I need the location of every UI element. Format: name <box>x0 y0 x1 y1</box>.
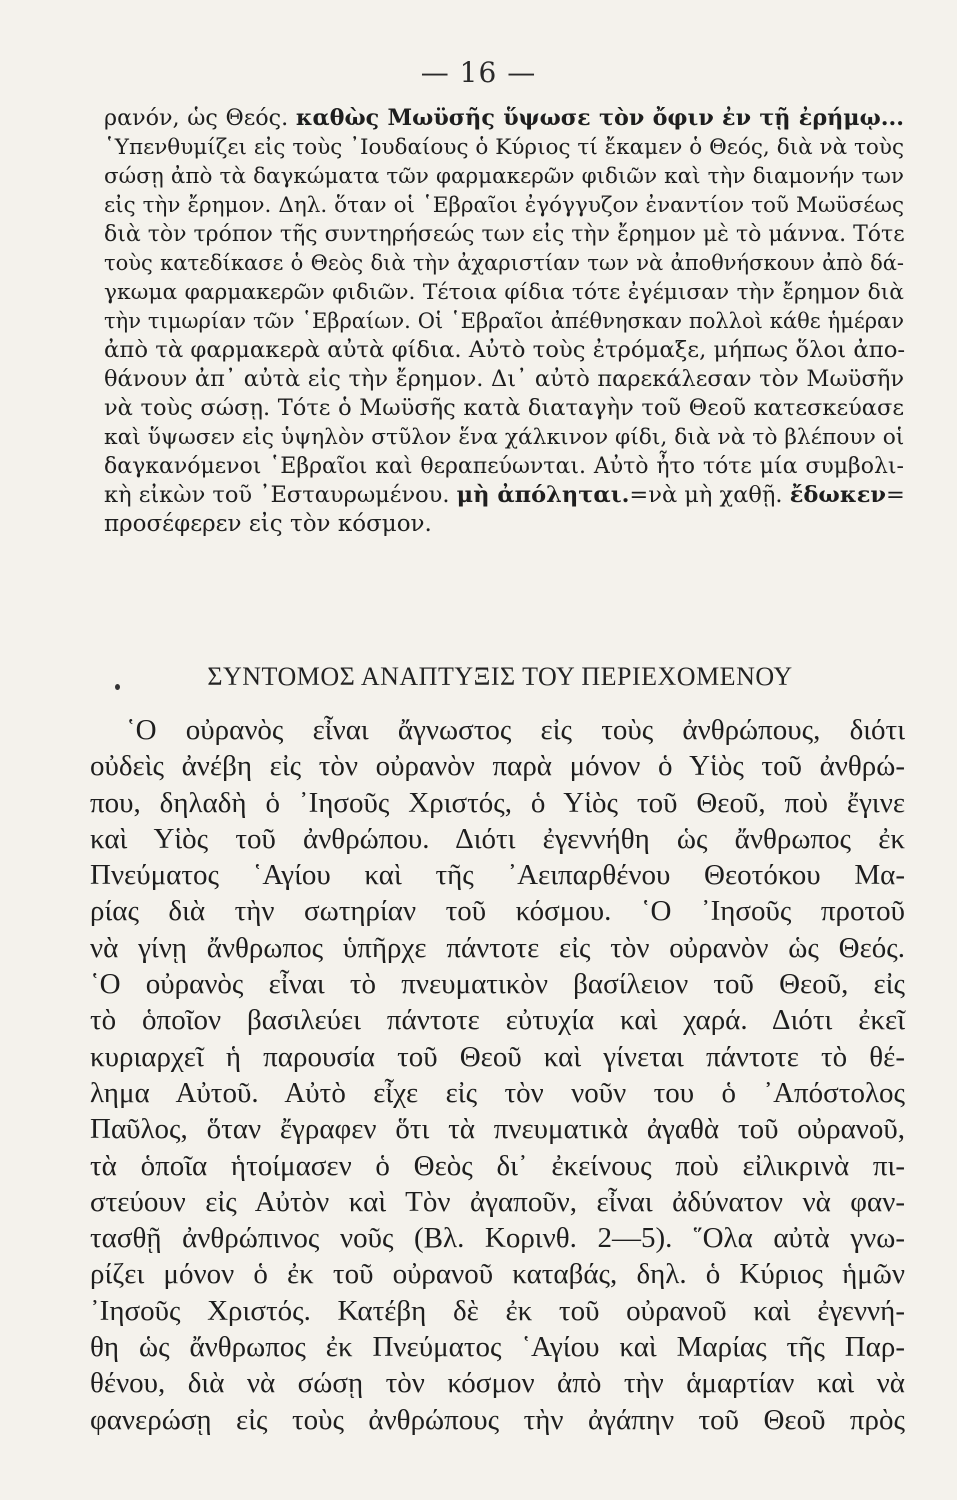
text-line: φανερώσῃ εἰς τοὺς ἀνθρώπους τὴν ἀγάπην τοῦ Θεοῦ πρὸς <box>90 1403 905 1436</box>
note-text: ῾Υπενθυμίζει εἰς τοὺς ᾿Ιουδαίους ὁ Κύριος τί ἔκαμεν ὁ Θεός, διὰ νὰ τοὺς <box>104 135 904 160</box>
text-line: ῾Ο οὐρανὸς εἶναι ἄγνωστος εἰς τοὺς ἀνθρώπους, διότι <box>126 714 905 746</box>
ink-speck <box>115 684 120 690</box>
note-text: διὰ τὸν τρόπον τῆς συντηρήσεώς των εἰς τὴν ἔρημον μὲ τὸ μάννα. Τότε <box>104 222 905 247</box>
text-line: ρίζει μόνον ὁ ἐκ τοῦ οὐρανοῦ καταβάς, δηλ. ὁ Κύριος ἡμῶν <box>90 1258 905 1291</box>
note-text: τὴν τιμωρίαν τῶν ῾Εβραίων. Οἱ ῾Εβραῖοι ἀπέθνησκαν πολλοὶ κάθε ἡμέραν <box>104 309 904 333</box>
footnote-commentary <box>104 104 904 539</box>
note-text: ἀπὸ τὰ φαρμακερὰ αὐτὰ φίδια. Αὐτὸ τοὺς ἐτρόμαξε, μήπως ὅλοι ἀπο- <box>104 337 906 363</box>
main-text <box>90 712 905 1438</box>
note-text: εἰς τὴν ἔρημον. Δηλ. ὅταν οἱ ῾Εβραῖοι ἐγόγγυζον ἐναντίον τοῦ Μωϋσέως <box>104 193 904 218</box>
note-line <box>104 307 904 336</box>
text-line: θη ὡς ἄνθρωπος ἐκ Πνεύματος ῾Αγίου καὶ Μαρίας τῆς Παρ- <box>90 1331 905 1364</box>
note-text: καὶ ὕψωσεν εἰς ὑψηλὸν στῦλον ἕνα χάλκινον φίδι, διὰ νὰ τὸ βλέπουν οἱ <box>104 425 905 450</box>
text-line: καὶ Υἱὸς τοῦ ἀνθρώπου. Διότι ἐγεννήθη ὡς ἄνθρωπος ἐκ <box>90 822 905 855</box>
text-line: που, δηλαδὴ ὁ ᾿Ιησοῦς Χριστός, ὁ Υἱὸς τοῦ Θεοῦ, ποὺ ἔγινε <box>90 786 905 819</box>
note-line <box>104 394 904 423</box>
bold-quote: ἔδωκεν <box>789 482 886 508</box>
note-line <box>104 133 904 162</box>
bold-quote: μὴ ἀπόληται. <box>456 482 630 508</box>
text-line: νὰ γίνῃ ἄνθρωπος ὑπῆρχε πάντοτε εἰς τὸν οὐρανὸν ὡς Θεός. <box>90 931 905 964</box>
text-line: τασθῇ ἀνθρώπινος νοῦς (Βλ. Κορινθ. 2—5). ῞Ολα αὐτὰ γνω- <box>90 1222 905 1255</box>
note-line <box>104 162 904 191</box>
text-line: τὰ ὁποῖα ἡτοίμασεν ὁ Θεὸς δι᾿ ἐκείνους ποὺ εἰλικρινὰ πι- <box>90 1149 905 1182</box>
text-line: λημα Αὐτοῦ. Αὐτὸ εἶχε εἰς τὸν νοῦν του ὁ ᾿Απόστολος <box>90 1076 905 1109</box>
note-line <box>104 365 904 394</box>
text-line: θένου, διὰ νὰ σώσῃ τὸν κόσμον ἀπὸ τὴν ἁμαρτίαν καὶ νὰ <box>90 1367 905 1400</box>
note-text: κὴ εἰκὼν τοῦ ᾿Εσταυρωμένου. <box>104 482 457 508</box>
note-text: δαγκανόμενοι ῾Εβραῖοι καὶ θεραπεύωνται. Αὐτὸ ἦτο τότε μία συμβολι- <box>104 454 904 479</box>
note-line <box>104 104 904 133</box>
note-text: προσέφερεν εἰς τὸν κόσμον. <box>104 511 432 537</box>
note-line <box>104 510 904 539</box>
note-text: ρανόν, ὡς Θεός. <box>104 105 296 131</box>
note-text: θάνουν ἀπ᾿ αὐτὰ εἰς τὴν ἔρημον. Δι᾿ αὐτὸ παρεκάλεσαν τὸν Μωϋσῆν <box>104 366 904 392</box>
text-line: ρίας διὰ τὴν σωτηρίαν τοῦ κόσμου. ῾Ο ᾿Ιησοῦς προτοῦ <box>90 895 905 928</box>
note-text: =νὰ μὴ χαθῇ. <box>629 482 790 508</box>
note-line <box>104 220 904 249</box>
text-line: οὐδεὶς ἀνέβη εἰς τὸν οὐρανὸν παρὰ μόνον ὁ Υἱὸς τοῦ ἀνθρώ- <box>90 750 905 783</box>
note-text: = <box>885 482 905 508</box>
text-line: Παῦλος, ὅταν ἔγραφεν ὅτι τὰ πνευματικὰ ἀγαθὰ τοῦ οὐρανοῦ, <box>90 1113 905 1146</box>
text-line: στεύουν εἰς Αὐτὸν καὶ Τὸν ἀγαποῦν, εἶναι ἀδύνατον νὰ φαν- <box>90 1185 905 1218</box>
note-line <box>104 481 904 510</box>
note-text: νὰ τοὺς σώσῃ. Τότε ὁ Μωϋσῆς κατὰ διαταγὴν τοῦ Θεοῦ κατεσκεύασε <box>104 395 904 421</box>
text-line: τὸ ὁποῖον βασιλεύει πάντοτε εὐτυχία καὶ χαρά. Διότι ἐκεῖ <box>90 1004 905 1037</box>
note-line <box>104 423 904 452</box>
note-line <box>104 452 904 481</box>
note-text: τοὺς κατεδίκασε ὁ Θεὸς διὰ τὴν ἀχαριστίαν των νὰ ἀποθνήσκουν ἀπὸ δά- <box>104 251 904 275</box>
note-text: σώσῃ ἀπὸ τὰ δαγκώματα τῶν φαρμακερῶν φιδιῶν καὶ τὴν διαμονήν των <box>104 164 904 189</box>
note-line <box>104 191 904 220</box>
text-line: κυριαρχεῖ ἡ παρουσία τοῦ Θεοῦ καὶ γίνεται πάντοτε τὸ θέ- <box>90 1040 905 1073</box>
bold-quote: καθὼς Μωϋσῆς ὕψωσε τὸν ὄφιν ἐν τῇ ἐρήμῳ... <box>295 105 904 131</box>
section-heading: ΣΥΝΤΟΜΟΣ ΑΝΑΠΤΥΞΙΣ ΤΟΥ ΠΕΡΙΕΧΟΜΕΝΟΥ <box>207 662 793 691</box>
page-number: — 16 — <box>420 56 537 89</box>
text-line: ᾿Ιησοῦς Χριστός. Κατέβη δὲ ἐκ τοῦ οὐρανοῦ καὶ ἐγεννή- <box>90 1294 905 1327</box>
text-line: ῾Ο οὐρανὸς εἶναι τὸ πνευματικὸν βασίλειον τοῦ Θεοῦ, εἰς <box>90 968 905 1001</box>
note-line <box>104 249 904 278</box>
note-line <box>104 278 904 307</box>
note-line <box>104 336 904 365</box>
note-text: γκωμα φαρμακερῶν φιδιῶν. Τέτοια φίδια τότε ἐγέμισαν τὴν ἔρημον διὰ <box>104 280 904 305</box>
text-line: Πνεύματος ῾Αγίου καὶ τῆς ᾿Αειπαρθένου Θεοτόκου Μα- <box>90 859 905 892</box>
